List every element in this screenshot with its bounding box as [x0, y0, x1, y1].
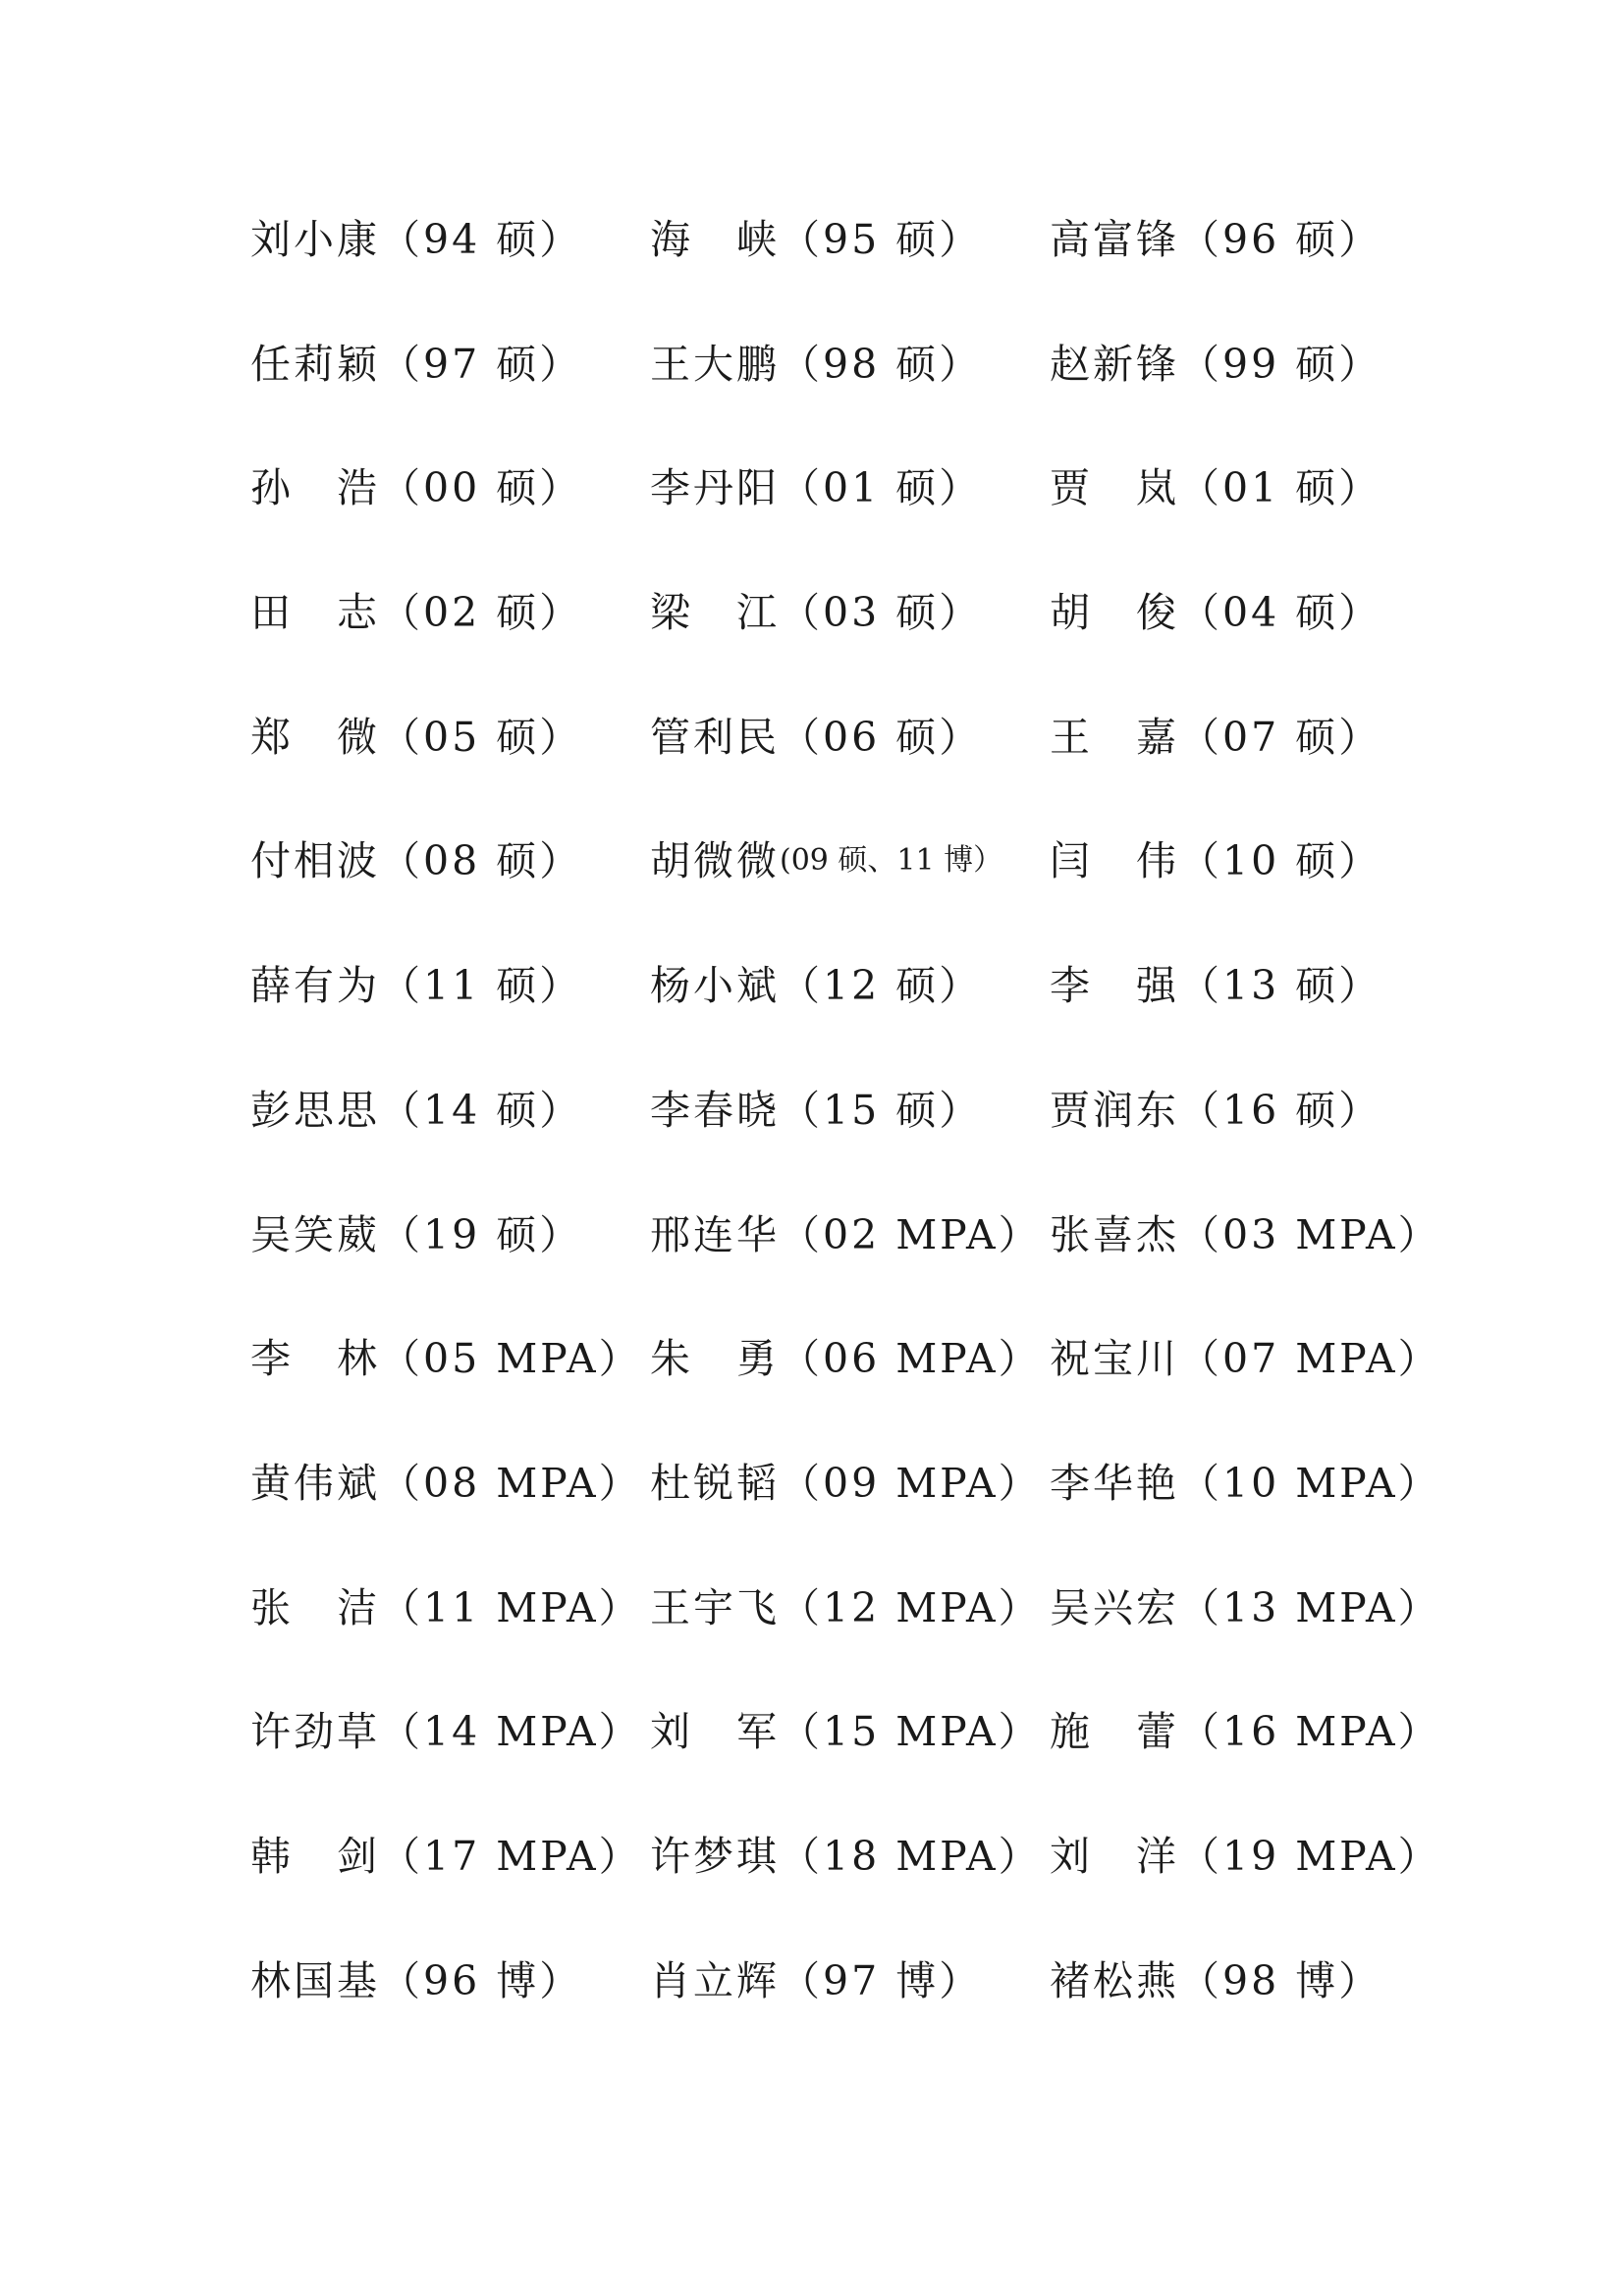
roster-entry: [250, 458, 650, 583]
roster-entry: [250, 1702, 650, 1827]
entry-name: 褚松燕: [1050, 1956, 1179, 2004]
entry-tag: （12 MPA）: [780, 1583, 1042, 1631]
roster-entry: [250, 708, 650, 832]
entry-tag: （96 硕）: [1179, 216, 1382, 263]
entry-tag: （14 硕）: [380, 1086, 583, 1134]
roster-entry: [250, 335, 650, 459]
roster-entry: [250, 956, 650, 1081]
roster-entry: [250, 1205, 650, 1330]
entry-name: 王大鹏: [650, 340, 780, 388]
entry-name: 赵新锋: [1050, 340, 1179, 388]
roster-entry: [250, 1329, 650, 1454]
roster-entry: [1050, 1702, 1462, 1827]
entry-tag: (09 硕、11 博）: [780, 843, 1003, 879]
entry-name: 张喜杰: [1050, 1210, 1179, 1258]
roster-entry: [650, 1081, 1050, 1205]
roster-entry: [650, 1329, 1050, 1454]
roster-entry: [1050, 1081, 1462, 1205]
entry-tag: （99 硕）: [1179, 340, 1382, 388]
entry-name: 胡 俊: [1050, 589, 1179, 637]
entry-name: 田 志: [250, 589, 380, 637]
entry-tag: （16 MPA）: [1179, 1708, 1441, 1756]
entry-name: 吴笑葳: [250, 1210, 380, 1258]
roster-entry: [650, 1951, 1050, 2076]
entry-tag: （00 硕）: [380, 464, 583, 512]
roster-entry: [650, 1827, 1050, 1951]
entry-name: 杨小斌: [650, 962, 780, 1010]
entry-name: 海 峡: [650, 216, 780, 263]
entry-name: 付相波: [250, 837, 380, 885]
entry-name: 闫 伟: [1050, 837, 1179, 885]
entry-tag: （03 硕）: [780, 589, 983, 637]
roster-entry: [1050, 458, 1462, 583]
entry-tag: （05 硕）: [380, 713, 583, 761]
entry-tag: （17 MPA）: [380, 1832, 642, 1880]
entry-tag: （07 硕）: [1179, 713, 1382, 761]
roster-entry: [250, 1827, 650, 1951]
entry-tag: （09 MPA）: [780, 1459, 1042, 1507]
entry-name: 许梦琪: [650, 1832, 780, 1880]
entry-tag: （13 MPA）: [1179, 1583, 1441, 1631]
alumni-roster: [250, 210, 1488, 2075]
entry-tag: （15 硕）: [780, 1086, 983, 1134]
entry-tag: （18 MPA）: [780, 1832, 1042, 1880]
entry-name: 李 林: [250, 1335, 380, 1383]
entry-tag: （19 MPA）: [1179, 1832, 1441, 1880]
entry-tag: （06 硕）: [780, 713, 983, 761]
entry-tag: （98 博）: [1179, 1956, 1382, 2004]
entry-tag: （02 MPA）: [780, 1210, 1042, 1258]
entry-tag: （11 MPA）: [380, 1583, 642, 1631]
entry-tag: （12 硕）: [780, 962, 983, 1010]
entry-name: 林国基: [250, 1956, 380, 2004]
roster-entry: [650, 708, 1050, 832]
roster-entry: [250, 210, 650, 335]
entry-name: 管利民: [650, 713, 780, 761]
entry-tag: （01 硕）: [780, 464, 983, 512]
entry-name: 刘小康: [250, 216, 380, 263]
entry-tag: （14 MPA）: [380, 1708, 642, 1756]
entry-tag: （10 硕）: [1179, 837, 1382, 885]
roster-entry: [250, 1081, 650, 1205]
roster-entry: [650, 1578, 1050, 1703]
entry-tag: （94 硕）: [380, 216, 583, 263]
entry-name: 贾 岚: [1050, 464, 1179, 512]
roster-entry: [250, 831, 650, 956]
entry-tag: （98 硕）: [780, 340, 983, 388]
entry-name: 韩 剑: [250, 1832, 380, 1880]
entry-name: 杜锐韬: [650, 1459, 780, 1507]
entry-tag: （19 硕）: [380, 1210, 583, 1258]
roster-entry: [1050, 583, 1462, 708]
entry-name: 邢连华: [650, 1210, 780, 1258]
entry-name: 刘 军: [650, 1708, 780, 1756]
entry-name: 刘 洋: [1050, 1832, 1179, 1880]
roster-entry: [250, 583, 650, 708]
entry-name: 朱 勇: [650, 1335, 780, 1383]
entry-name: 祝宝川: [1050, 1335, 1179, 1383]
entry-tag: （11 硕）: [380, 962, 583, 1010]
roster-entry: [1050, 831, 1462, 956]
entry-tag: （03 MPA）: [1179, 1210, 1441, 1258]
entry-tag: （97 博）: [780, 1956, 983, 2004]
entry-name: 彭思思: [250, 1086, 380, 1134]
entry-tag: （01 硕）: [1179, 464, 1382, 512]
roster-entry: [650, 210, 1050, 335]
roster-entry: [650, 458, 1050, 583]
roster-entry: [1050, 1454, 1462, 1578]
entry-tag: （07 MPA）: [1179, 1335, 1441, 1383]
entry-tag: （06 MPA）: [780, 1335, 1042, 1383]
entry-name: 李 强: [1050, 962, 1179, 1010]
roster-entry: [1050, 956, 1462, 1081]
entry-name: 孙 浩: [250, 464, 380, 512]
entry-tag: （10 MPA）: [1179, 1459, 1441, 1507]
entry-name: 张 洁: [250, 1583, 380, 1631]
roster-entry: [650, 583, 1050, 708]
roster-entry: [250, 1951, 650, 2076]
entry-name: 高富锋: [1050, 216, 1179, 263]
entry-name: 王 嘉: [1050, 713, 1179, 761]
roster-entry: [1050, 1329, 1462, 1454]
entry-name: 胡微微: [650, 837, 780, 885]
entry-name: 梁 江: [650, 589, 780, 637]
entry-name: 李丹阳: [650, 464, 780, 512]
roster-entry: [1050, 210, 1462, 335]
roster-entry: [1050, 1578, 1462, 1703]
entry-tag: （04 硕）: [1179, 589, 1382, 637]
roster-entry: [1050, 1205, 1462, 1330]
entry-name: 肖立辉: [650, 1956, 780, 2004]
entry-tag: （02 硕）: [380, 589, 583, 637]
entry-name: 李春晓: [650, 1086, 780, 1134]
entry-name: 许劲草: [250, 1708, 380, 1756]
entry-tag: （16 硕）: [1179, 1086, 1382, 1134]
roster-entry: [650, 956, 1050, 1081]
entry-name: 黄伟斌: [250, 1459, 380, 1507]
entry-tag: （05 MPA）: [380, 1335, 642, 1383]
roster-entry: [1050, 1951, 1462, 2076]
roster-entry: [650, 831, 1050, 956]
entry-name: 贾润东: [1050, 1086, 1179, 1134]
entry-tag: （95 硕）: [780, 216, 983, 263]
entry-name: 施 蕾: [1050, 1708, 1179, 1756]
entry-tag: （08 MPA）: [380, 1459, 642, 1507]
roster-entry: [650, 1702, 1050, 1827]
entry-name: 郑 微: [250, 713, 380, 761]
entry-tag: （96 博）: [380, 1956, 583, 2004]
roster-entry: [650, 335, 1050, 459]
entry-name: 吴兴宏: [1050, 1583, 1179, 1631]
roster-entry: [1050, 335, 1462, 459]
entry-tag: （08 硕）: [380, 837, 583, 885]
entry-tag: （15 MPA）: [780, 1708, 1042, 1756]
roster-entry: [650, 1205, 1050, 1330]
entry-name: 李华艳: [1050, 1459, 1179, 1507]
entry-tag: （97 硕）: [380, 340, 583, 388]
entry-name: 王宇飞: [650, 1583, 780, 1631]
entry-tag: （13 硕）: [1179, 962, 1382, 1010]
roster-entry: [250, 1454, 650, 1578]
entry-name: 任莉颖: [250, 340, 380, 388]
entry-name: 薛有为: [250, 962, 380, 1010]
roster-entry: [1050, 1827, 1462, 1951]
roster-entry: [650, 1454, 1050, 1578]
roster-entry: [250, 1578, 650, 1703]
roster-entry: [1050, 708, 1462, 832]
